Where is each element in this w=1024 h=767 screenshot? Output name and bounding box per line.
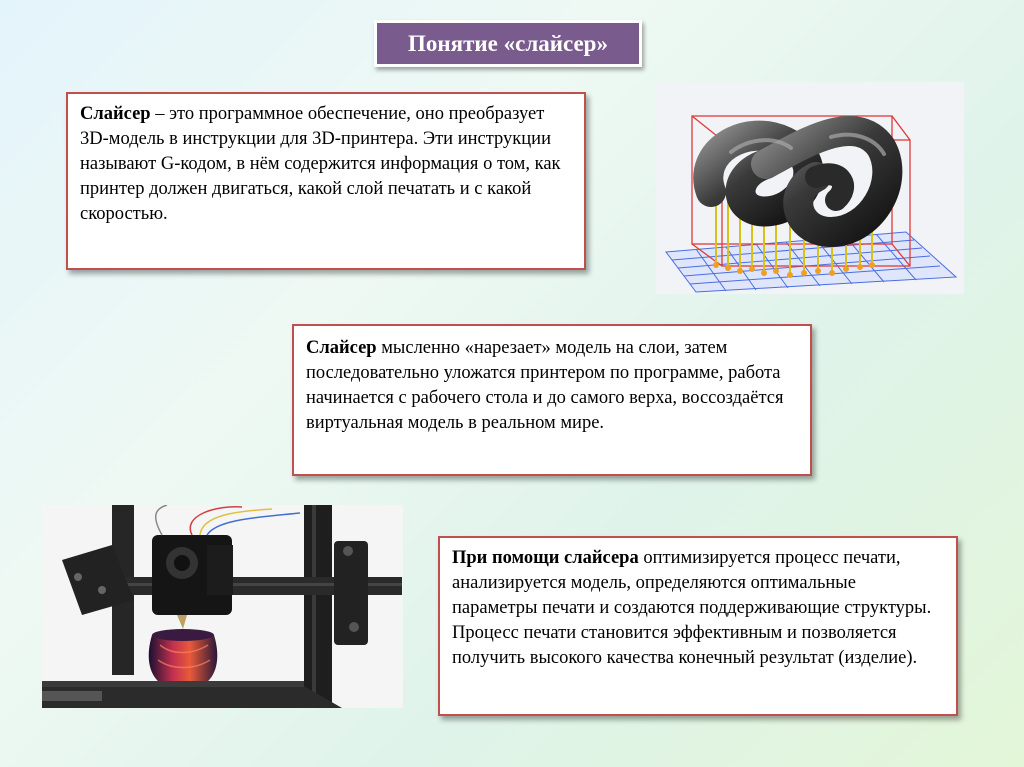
slide-title: [374, 20, 642, 67]
slicing-term: Слайсер: [306, 338, 377, 358]
slide-title-text: Понятие «слайсер»: [408, 30, 608, 56]
optimization-term: При помощи слайсера: [452, 548, 639, 568]
slicing-text-box: [292, 324, 812, 476]
slicing-text: мысленно «нарезает» модель на слои, затем последовательно уложатся принтером по программе, работа начинается с рабочего стола и до самого верха, воссоздаётся виртуальная модель в реальном мире.: [306, 338, 784, 433]
definition-term: Слайсер: [80, 104, 151, 124]
sliced-model-image: [656, 82, 964, 294]
definition-text-box: [66, 92, 586, 270]
optimization-text-box: [438, 536, 958, 716]
printer-image: [42, 505, 403, 708]
definition-text: – это программное обеспечение, оно преобразует 3D-модель в инструкции для 3D-принтера. Эти инструкции называют G-кодом, в нём содержится информация о том, как принтер должен двигаться, какой слой печатать и с какой скоростью.: [80, 104, 561, 224]
sliced-model-illustration: [656, 82, 964, 294]
printer-illustration: [42, 505, 403, 708]
optimization-text: оптимизируется процесс печати, анализируется модель, определяются оптимальные параметры печати и создаются поддерживающие структуры. Процесс печати становится эффективным и позволяется получить высокого качества конечный результат (изделие).: [452, 548, 932, 668]
